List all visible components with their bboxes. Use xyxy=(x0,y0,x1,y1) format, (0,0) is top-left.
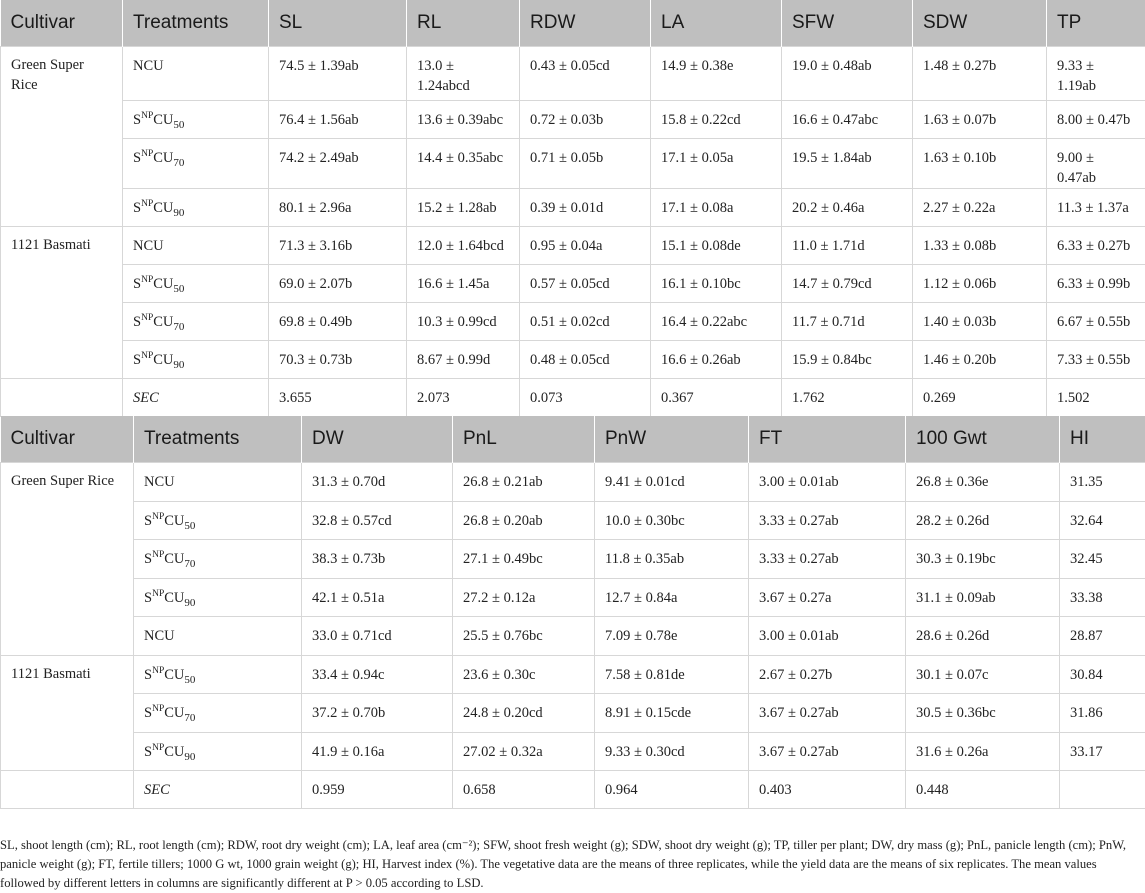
table-vegetative xyxy=(0,0,1145,417)
data-cell: 28.87 xyxy=(1060,617,1145,656)
treatment-subscript: 50 xyxy=(184,673,196,686)
sec-label: SEC xyxy=(134,771,302,809)
data-cell: 14.7 ± 0.79cd xyxy=(782,265,913,303)
data-cell: 16.6 ± 1.45a xyxy=(407,265,520,303)
data-cell: 11.0 ± 1.71d xyxy=(782,227,913,265)
data-cell: 74.5 ± 1.39ab xyxy=(269,47,407,101)
treatment-cell: $S^{NP}CU_{90}$ xyxy=(134,732,302,771)
treatment-cell: $S^{NP}CU_{70}$ xyxy=(123,139,269,189)
treatment-subscript: 70 xyxy=(184,557,196,570)
data-cell: 11.7 ± 0.71d xyxy=(782,303,913,341)
data-cell: 14.4 ± 0.35abc xyxy=(407,139,520,189)
treatment-cell: NCU xyxy=(123,227,269,265)
table-row xyxy=(1,617,1145,656)
data-cell: 1.63 ± 0.10b xyxy=(913,139,1047,189)
data-cell: 11.3 ± 1.37a xyxy=(1047,189,1145,227)
sec-value: 0.403 xyxy=(749,771,906,809)
data-cell: 16.1 ± 0.10bc xyxy=(651,265,782,303)
data-cell: 24.8 ± 0.20cd xyxy=(453,694,595,733)
treatment-superscript: NP xyxy=(141,149,154,160)
treatment-subscript: 70 xyxy=(173,320,185,333)
data-cell: 69.8 ± 0.49b xyxy=(269,303,407,341)
data-cell: 9.00 ± 0.47ab xyxy=(1047,139,1145,189)
treatment-superscript: NP xyxy=(141,313,154,324)
data-cell: 1.48 ± 0.27b xyxy=(913,47,1047,101)
column-header: PnL xyxy=(453,416,595,463)
table-row xyxy=(1,732,1145,771)
data-cell: 16.6 ± 0.26ab xyxy=(651,341,782,379)
data-cell: 3.67 ± 0.27a xyxy=(749,578,906,617)
data-cell: 30.5 ± 0.36bc xyxy=(906,694,1060,733)
data-cell: 23.6 ± 0.30c xyxy=(453,655,595,694)
table1-header-row xyxy=(1,0,1145,47)
treatment-cell: $S^{NP}CU_{50}$ xyxy=(134,501,302,540)
sec-value: 0.073 xyxy=(520,379,651,417)
data-cell: 0.39 ± 0.01d xyxy=(520,189,651,227)
table-row xyxy=(1,47,1145,101)
table-footnote: SL, shoot length (cm); RL, root length (cm); RDW, root dry weight (cm); LA, leaf area (cm⁻²); SFW, shoot fresh weight (g); SDW, shoot dry weight (g); TP, tiller per plant; DW, dry mass (g); PnL, panicle length (cm); PnW, panicle weight (g); FT, fertile tillers; 1000 G wt, 1000 grain weight (g); HI, Harvest index (%). The vegetative data are the means of three replicates, while the yield data are the means of six replicates. The mean values followed by different letters in columns are significantly different at P > 0.05 according to LSD. xyxy=(0,838,1127,890)
treatment-superscript: NP xyxy=(141,111,154,122)
data-cell: 0.57 ± 0.05cd xyxy=(520,265,651,303)
cultivar-cell: Green Super Rice xyxy=(1,463,134,656)
data-cell: 32.8 ± 0.57cd xyxy=(302,501,453,540)
sec-value: 0.269 xyxy=(913,379,1047,417)
data-cell: 7.33 ± 0.55b xyxy=(1047,341,1145,379)
table-row xyxy=(1,265,1145,303)
data-cell: 17.1 ± 0.05a xyxy=(651,139,782,189)
table-row xyxy=(1,655,1145,694)
data-cell: 6.67 ± 0.55b xyxy=(1047,303,1145,341)
data-cell: 31.6 ± 0.26a xyxy=(906,732,1060,771)
treatment-cell: NCU xyxy=(134,617,302,656)
table-yield xyxy=(0,416,1145,809)
data-cell: 30.3 ± 0.19bc xyxy=(906,540,1060,579)
data-cell: 26.8 ± 0.20ab xyxy=(453,501,595,540)
data-cell: 28.2 ± 0.26d xyxy=(906,501,1060,540)
sec-value: 3.655 xyxy=(269,379,407,417)
data-cell: 0.72 ± 0.03b xyxy=(520,101,651,139)
data-cell: 27.02 ± 0.32a xyxy=(453,732,595,771)
data-cell: 9.41 ± 0.01cd xyxy=(595,463,749,502)
table-row xyxy=(1,189,1145,227)
data-cell: 31.86 xyxy=(1060,694,1145,733)
data-cell: 71.3 ± 3.16b xyxy=(269,227,407,265)
table-row xyxy=(1,227,1145,265)
data-cell: 3.67 ± 0.27ab xyxy=(749,694,906,733)
column-header: Treatments xyxy=(123,0,269,47)
table-row xyxy=(1,303,1145,341)
sec-value: 0.367 xyxy=(651,379,782,417)
data-cell: 19.5 ± 1.84ab xyxy=(782,139,913,189)
treatment-cell: $S^{NP}CU_{50}$ xyxy=(123,101,269,139)
data-cell: 3.00 ± 0.01ab xyxy=(749,617,906,656)
data-cell: 9.33 ± 0.30cd xyxy=(595,732,749,771)
sec-value: 2.073 xyxy=(407,379,520,417)
data-cell: 0.48 ± 0.05cd xyxy=(520,341,651,379)
data-cell: 31.3 ± 0.70d xyxy=(302,463,453,502)
column-header: RDW xyxy=(520,0,651,47)
data-cell: 14.9 ± 0.38e xyxy=(651,47,782,101)
data-cell: 6.33 ± 0.99b xyxy=(1047,265,1145,303)
data-cell: 2.67 ± 0.27b xyxy=(749,655,906,694)
treatment-cell: NCU xyxy=(134,463,302,502)
table-row xyxy=(1,463,1145,502)
treatment-subscript: 70 xyxy=(173,156,185,169)
data-cell: 3.33 ± 0.27ab xyxy=(749,501,906,540)
data-cell: 3.33 ± 0.27ab xyxy=(749,540,906,579)
table-row xyxy=(1,540,1145,579)
column-header: RL xyxy=(407,0,520,47)
treatment-subscript: 50 xyxy=(173,118,185,131)
data-cell: 13.6 ± 0.39abc xyxy=(407,101,520,139)
treatment-superscript: NP xyxy=(152,588,165,599)
sec-value: 0.658 xyxy=(453,771,595,809)
treatment-cell: $S^{NP}CU_{70}$ xyxy=(134,540,302,579)
blank-cell xyxy=(1,379,123,417)
data-cell: 31.35 xyxy=(1060,463,1145,502)
cultivar-cell: 1121 Basmati xyxy=(1,655,134,771)
table-row xyxy=(1,694,1145,733)
data-cell: 33.0 ± 0.71cd xyxy=(302,617,453,656)
data-cell: 3.00 ± 0.01ab xyxy=(749,463,906,502)
data-cell: 31.1 ± 0.09ab xyxy=(906,578,1060,617)
sec-row xyxy=(1,771,1145,809)
treatment-superscript: NP xyxy=(152,511,165,522)
column-header: FT xyxy=(749,416,906,463)
data-cell: 9.33 ± 1.19ab xyxy=(1047,47,1145,101)
treatment-cell: NCU xyxy=(123,47,269,101)
treatment-superscript: NP xyxy=(152,665,165,676)
treatment-cell: $S^{NP}CU_{50}$ xyxy=(134,655,302,694)
column-header: DW xyxy=(302,416,453,463)
data-cell: 16.6 ± 0.47abc xyxy=(782,101,913,139)
data-cell: 0.95 ± 0.04a xyxy=(520,227,651,265)
data-cell: 0.43 ± 0.05cd xyxy=(520,47,651,101)
table-row xyxy=(1,341,1145,379)
data-cell: 25.5 ± 0.76bc xyxy=(453,617,595,656)
data-cell: 1.12 ± 0.06b xyxy=(913,265,1047,303)
treatment-superscript: NP xyxy=(141,351,154,362)
treatment-cell: $S^{NP}CU_{70}$ xyxy=(123,303,269,341)
data-cell: 1.63 ± 0.07b xyxy=(913,101,1047,139)
data-cell: 37.2 ± 0.70b xyxy=(302,694,453,733)
data-cell: 12.7 ± 0.84a xyxy=(595,578,749,617)
data-cell: 38.3 ± 0.73b xyxy=(302,540,453,579)
column-header: PnW xyxy=(595,416,749,463)
treatment-superscript: NP xyxy=(152,550,165,561)
data-cell: 15.8 ± 0.22cd xyxy=(651,101,782,139)
data-cell: 17.1 ± 0.08a xyxy=(651,189,782,227)
treatment-subscript: 90 xyxy=(184,750,196,763)
treatment-subscript: 50 xyxy=(184,519,196,532)
data-cell: 1.33 ± 0.08b xyxy=(913,227,1047,265)
data-cell: 15.9 ± 0.84bc xyxy=(782,341,913,379)
data-cell: 0.71 ± 0.05b xyxy=(520,139,651,189)
data-cell: 32.64 xyxy=(1060,501,1145,540)
treatment-superscript: NP xyxy=(141,275,154,286)
data-cell: 2.27 ± 0.22a xyxy=(913,189,1047,227)
data-cell: 0.51 ± 0.02cd xyxy=(520,303,651,341)
data-cell: 41.9 ± 0.16a xyxy=(302,732,453,771)
data-cell: 33.38 xyxy=(1060,578,1145,617)
column-header: Treatments xyxy=(134,416,302,463)
data-cell: 3.67 ± 0.27ab xyxy=(749,732,906,771)
data-cell: 32.45 xyxy=(1060,540,1145,579)
column-header: 100 Gwt xyxy=(906,416,1060,463)
column-header: LA xyxy=(651,0,782,47)
cultivar-cell: Green Super Rice xyxy=(1,47,123,227)
column-header: HI xyxy=(1060,416,1145,463)
data-cell: 76.4 ± 1.56ab xyxy=(269,101,407,139)
treatment-subscript: 50 xyxy=(173,282,185,295)
data-cell: 13.0 ± 1.24abcd xyxy=(407,47,520,101)
sec-value: 0.448 xyxy=(906,771,1060,809)
data-cell: 11.8 ± 0.35ab xyxy=(595,540,749,579)
data-cell: 16.4 ± 0.22abc xyxy=(651,303,782,341)
sec-row xyxy=(1,379,1145,417)
treatment-cell: $S^{NP}CU_{50}$ xyxy=(123,265,269,303)
sec-value: 0.959 xyxy=(302,771,453,809)
sec-value xyxy=(1060,771,1145,809)
sec-value: 1.762 xyxy=(782,379,913,417)
data-cell: 33.17 xyxy=(1060,732,1145,771)
data-cell: 74.2 ± 2.49ab xyxy=(269,139,407,189)
data-cell: 7.58 ± 0.81de xyxy=(595,655,749,694)
treatment-cell: $S^{NP}CU_{90}$ xyxy=(134,578,302,617)
treatment-subscript: 90 xyxy=(173,358,185,371)
data-cell: 30.84 xyxy=(1060,655,1145,694)
data-cell: 26.8 ± 0.36e xyxy=(906,463,1060,502)
treatment-cell: $S^{NP}CU_{70}$ xyxy=(134,694,302,733)
data-cell: 20.2 ± 0.46a xyxy=(782,189,913,227)
data-cell: 26.8 ± 0.21ab xyxy=(453,463,595,502)
table-row xyxy=(1,101,1145,139)
data-cell: 15.2 ± 1.28ab xyxy=(407,189,520,227)
cultivar-cell: 1121 Basmati xyxy=(1,227,123,379)
data-cell: 28.6 ± 0.26d xyxy=(906,617,1060,656)
data-cell: 12.0 ± 1.64bcd xyxy=(407,227,520,265)
column-header: SDW xyxy=(913,0,1047,47)
table-row xyxy=(1,139,1145,189)
sec-value: 1.502 xyxy=(1047,379,1145,417)
data-cell: 80.1 ± 2.96a xyxy=(269,189,407,227)
treatment-superscript: NP xyxy=(141,199,154,210)
treatment-superscript: NP xyxy=(152,704,165,715)
data-cell: 33.4 ± 0.94c xyxy=(302,655,453,694)
table-row xyxy=(1,578,1145,617)
table-row xyxy=(1,501,1145,540)
data-cell: 42.1 ± 0.51a xyxy=(302,578,453,617)
column-header: SL xyxy=(269,0,407,47)
data-cell: 8.67 ± 0.99d xyxy=(407,341,520,379)
data-cell: 30.1 ± 0.07c xyxy=(906,655,1060,694)
treatment-superscript: NP xyxy=(152,742,165,753)
data-cell: 6.33 ± 0.27b xyxy=(1047,227,1145,265)
data-cell: 7.09 ± 0.78e xyxy=(595,617,749,656)
data-cell: 70.3 ± 0.73b xyxy=(269,341,407,379)
data-cell: 15.1 ± 0.08de xyxy=(651,227,782,265)
blank-cell xyxy=(1,771,134,809)
treatment-cell: $S^{NP}CU_{90}$ xyxy=(123,341,269,379)
table2-header-row xyxy=(1,416,1145,463)
column-header: Cultivar xyxy=(1,416,134,463)
treatment-subscript: 70 xyxy=(184,711,196,724)
treatment-cell: $S^{NP}CU_{90}$ xyxy=(123,189,269,227)
column-header: SFW xyxy=(782,0,913,47)
data-cell: 10.0 ± 0.30bc xyxy=(595,501,749,540)
data-cell: 69.0 ± 2.07b xyxy=(269,265,407,303)
data-cell: 8.00 ± 0.47b xyxy=(1047,101,1145,139)
data-cell: 19.0 ± 0.48ab xyxy=(782,47,913,101)
treatment-subscript: 90 xyxy=(173,206,185,219)
data-cell: 8.91 ± 0.15cde xyxy=(595,694,749,733)
data-cell: 10.3 ± 0.99cd xyxy=(407,303,520,341)
treatment-subscript: 90 xyxy=(184,596,196,609)
sec-value: 0.964 xyxy=(595,771,749,809)
data-cell: 1.40 ± 0.03b xyxy=(913,303,1047,341)
data-cell: 1.46 ± 0.20b xyxy=(913,341,1047,379)
sec-label: SEC xyxy=(123,379,269,417)
data-cell: 27.2 ± 0.12a xyxy=(453,578,595,617)
column-header: Cultivar xyxy=(1,0,123,47)
column-header: TP xyxy=(1047,0,1145,47)
data-cell: 27.1 ± 0.49bc xyxy=(453,540,595,579)
